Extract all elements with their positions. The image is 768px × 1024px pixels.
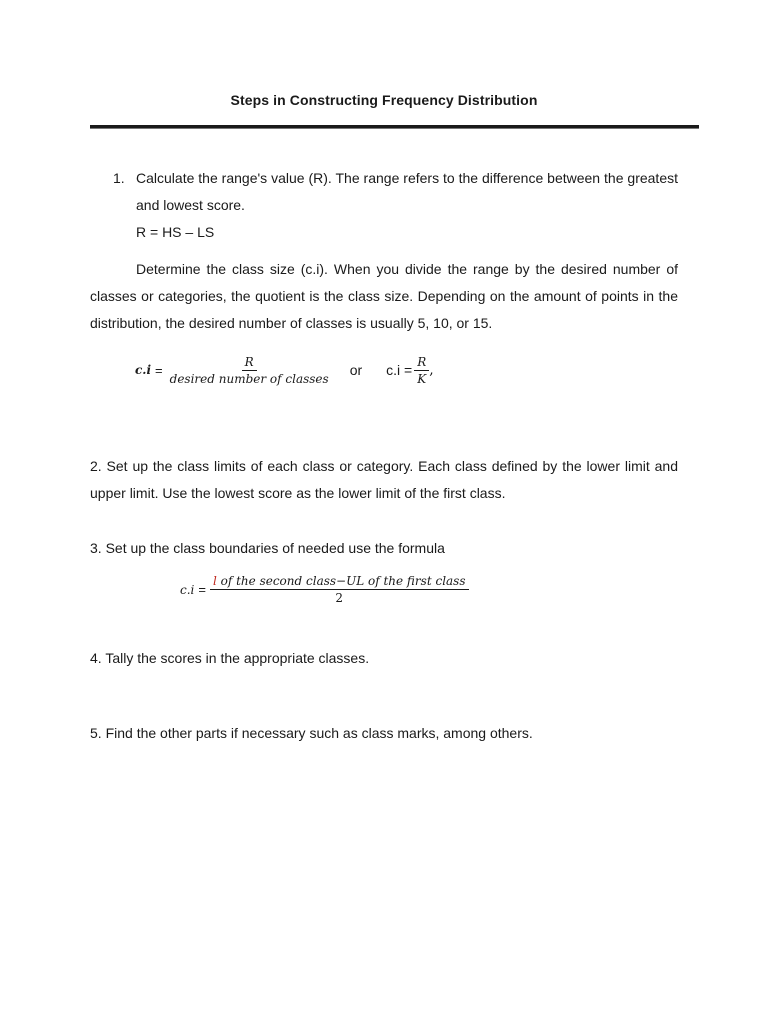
class-size-paragraph: Determine the class size (c.i). When you divide the range by the desired number of classes or categories, the quotient is the class size. Depending on the amount of points in the distribution, the desired number of classes is usually 5, 10, or 15. <box>90 261 678 331</box>
boundary-formula-numerator-rest: of the second class−UL of the first class <box>216 574 466 588</box>
step-5: 5. Find the other parts if necessary such as class marks, among others. <box>90 725 533 741</box>
formula-ci-denominator: desired number of classes <box>169 371 329 386</box>
formula-or-word: or <box>349 362 363 378</box>
step-2: 2. Set up the class limits of each class or category. Each class defined by the lower limit and upper limit. Use the lowest score as the lower limit of the first class. <box>90 458 678 501</box>
step-1-number: 1. <box>113 170 125 186</box>
step-1-text: Calculate the range's value (R). The range refers to the difference between the greatest and lowest score. <box>136 170 678 213</box>
formula-ci-fraction <box>167 355 332 386</box>
step-3: 3. Set up the class boundaries of needed use the formula <box>90 540 445 556</box>
formula-alt-trailing: , <box>429 362 434 378</box>
formula-ci-numerator: R <box>242 355 257 371</box>
boundary-formula-lhs: c.i <box>180 582 195 597</box>
class-size-formula <box>135 350 434 390</box>
formula-alt-lhs: c.i = <box>386 362 413 378</box>
formula-ci-equals: = <box>155 362 163 378</box>
formula-alt-numerator: R <box>414 355 429 371</box>
step-4: 4. Tally the scores in the appropriate classes. <box>90 650 370 666</box>
step-1-body <box>136 165 678 246</box>
formula-ci-lhs: c.i <box>135 363 152 377</box>
formula-alt-denominator: K <box>417 371 427 386</box>
formula-alt-fraction <box>414 355 429 386</box>
boundary-formula-equals: = <box>198 582 206 597</box>
step-1 <box>113 165 678 246</box>
boundary-formula-fraction <box>210 574 469 605</box>
boundary-formula-numerator <box>210 574 469 590</box>
boundary-formula-denominator: 2 <box>335 591 344 605</box>
boundary-formula-marker: l <box>212 574 217 588</box>
title-divider-shadow <box>90 128 699 129</box>
class-boundary-formula <box>180 574 469 605</box>
page-title: Steps in Constructing Frequency Distribution <box>230 92 538 108</box>
range-formula: R = HS – LS <box>136 224 215 240</box>
